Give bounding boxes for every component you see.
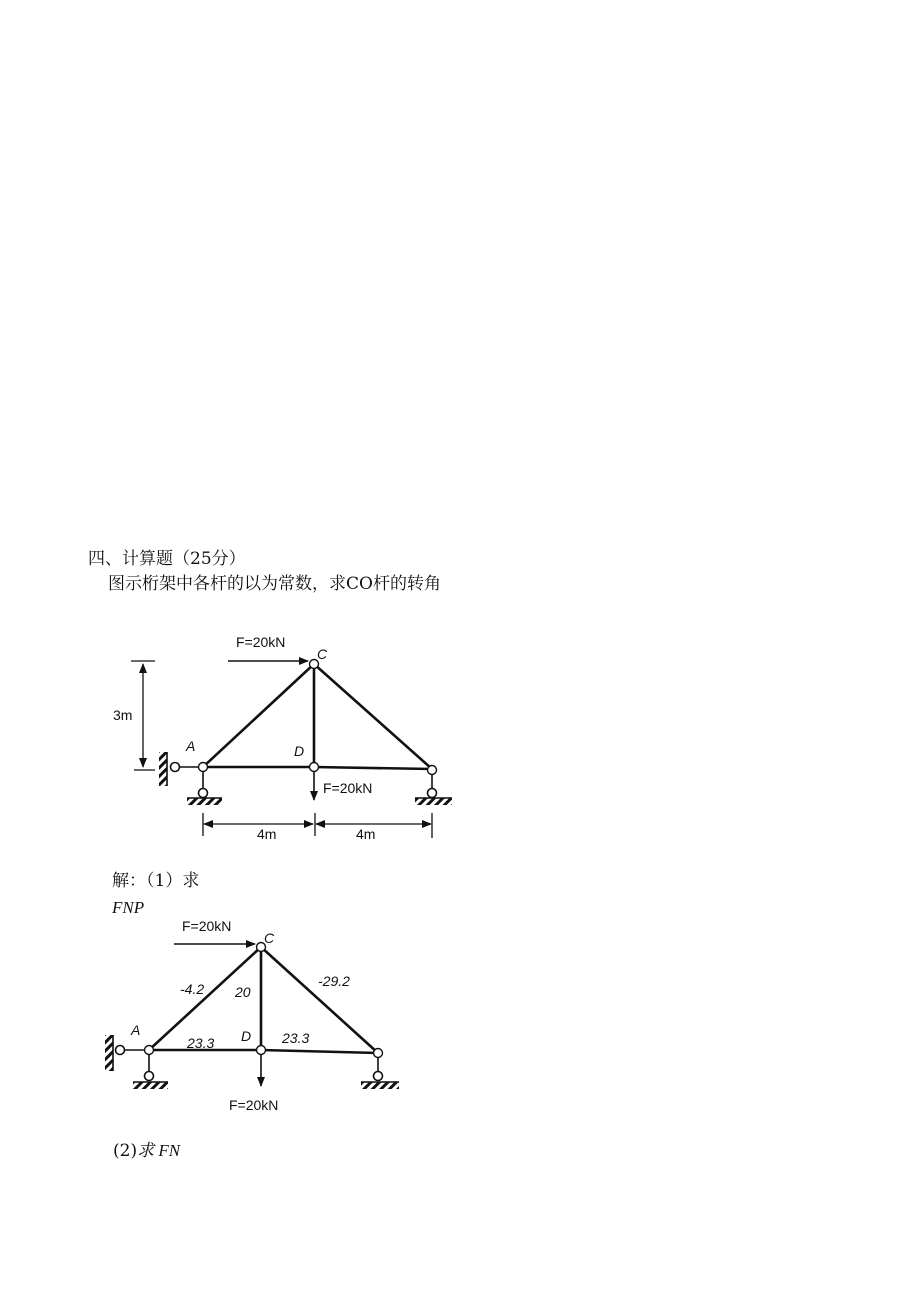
problem-text: 图示桁架中各杆的以为常数，求CO杆的转角	[108, 574, 441, 594]
joint-d-2	[257, 1046, 266, 1055]
member-force-cd: 20	[235, 984, 251, 1000]
member-force-ad: 23.3	[187, 1035, 215, 1051]
step2-label	[113, 1142, 180, 1160]
step2-prefix: (2)	[113, 1141, 138, 1161]
joint-a-2	[145, 1046, 154, 1055]
node-label-c-2: C	[264, 930, 275, 946]
member-db	[261, 1050, 378, 1053]
support-a-2	[105, 1035, 168, 1089]
member-force-db: 23.3	[282, 1030, 310, 1046]
force-label-bottom: F=20kN	[323, 780, 373, 796]
force-label-bottom-2: F=20kN	[229, 1097, 279, 1113]
node-label-c: C	[317, 646, 328, 662]
dim-height-label: 3m	[113, 707, 133, 723]
dim-span-right-label: 4m	[356, 826, 376, 842]
node-label-d: D	[294, 743, 305, 759]
truss-2-members	[149, 947, 378, 1053]
force-label-top-2: F=20kN	[182, 918, 232, 934]
node-label-a: A	[186, 738, 196, 754]
force-label-top: F=20kN	[236, 634, 286, 650]
solution-prefix: 解：（1）求	[112, 871, 200, 891]
step2-text: 求 FN	[137, 1141, 181, 1160]
fnp-label: FNP	[112, 898, 145, 917]
node-label-d-2: D	[241, 1028, 252, 1044]
node-label-a-2: A	[131, 1022, 141, 1038]
member-force-cb: -29.2	[318, 973, 350, 989]
joint-b-2	[374, 1049, 383, 1058]
member-force-ac: -4.2	[180, 981, 205, 997]
dim-span-left-label: 4m	[257, 826, 277, 842]
support-b-2	[361, 1057, 399, 1089]
member-cb	[261, 947, 378, 1053]
section-title: 四、计算题（25分）	[88, 549, 246, 569]
